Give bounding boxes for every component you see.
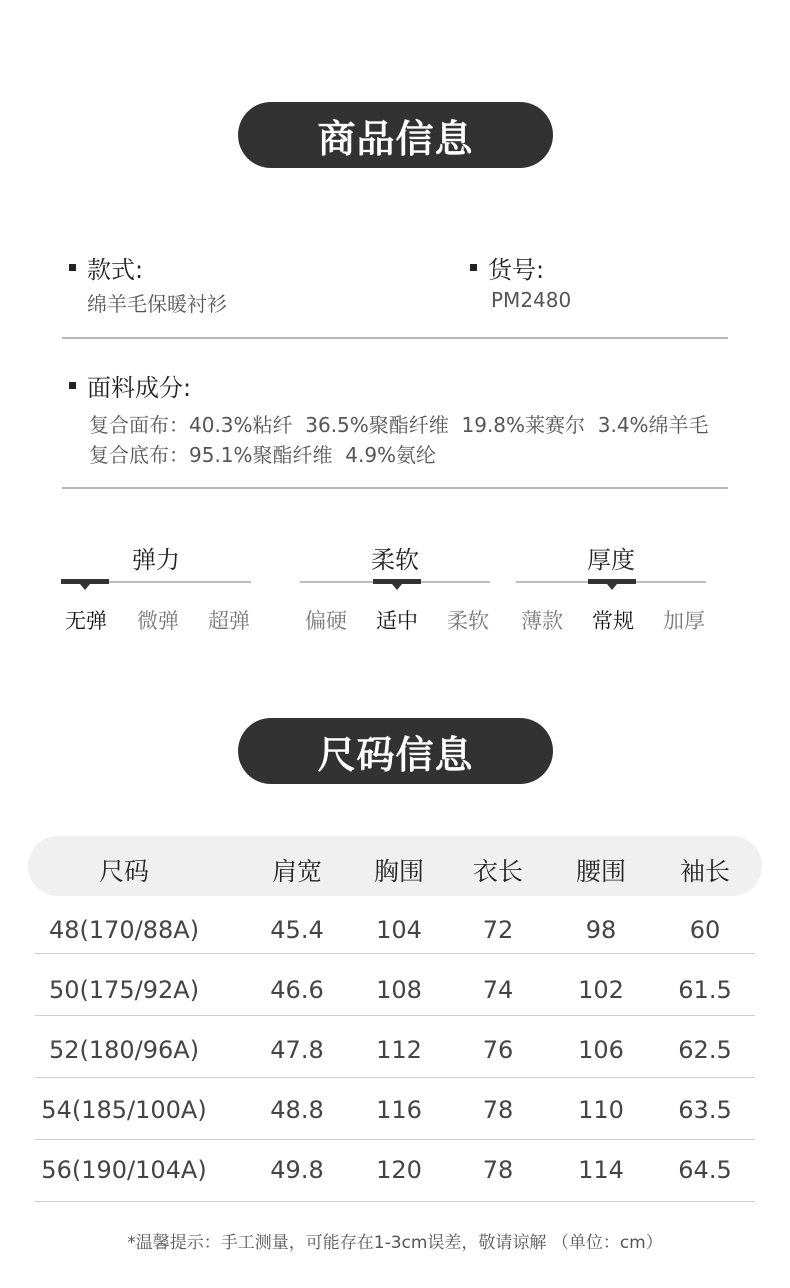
softness-meter [300,535,490,645]
meter-option: 微弹 [137,609,179,633]
thickness-meter [516,535,706,645]
table-cell: 108 [376,976,422,1004]
table-cell: 48.8 [270,1096,324,1124]
table-cell: 46.6 [270,976,324,1004]
table-cell: 54(185/100A) [41,1096,207,1124]
fabric-label-text: 面料成分: [87,374,192,402]
measurement-note: *温馨提示：手工测量，可能存在1-3cm误差，敬请谅解 （单位：cm） [127,1233,663,1253]
table-cell: 62.5 [678,1036,732,1064]
table-header-cell: 衣长 [472,857,523,886]
product-info-title: 商品信息 [238,102,553,168]
table-header-cell: 袖长 [679,857,730,886]
row-divider [35,1139,755,1140]
fabric-label [69,368,191,403]
table-cell: 60 [689,916,721,944]
style-label [69,250,143,285]
meter-option: 偏硬 [305,609,347,633]
table-cell: 98 [585,916,617,944]
table-cell: 116 [376,1096,422,1124]
meter-indicator [588,579,636,584]
sku-value: PM2480 [491,288,572,312]
meter-option: 常规 [592,609,634,633]
meter-title: 厚度 [587,546,635,574]
bullet-icon [69,264,76,271]
bullet-icon [69,382,76,389]
fabric-line-2: 复合底布：95.1%聚酯纤维 4.9%氨纶 [89,443,437,467]
table-header-cell: 肩宽 [271,857,322,886]
row-divider [35,1077,755,1078]
table-cell: 76 [482,1036,514,1064]
table-cell: 64.5 [678,1156,732,1184]
table-cell: 78 [482,1096,514,1124]
table-cell: 78 [482,1156,514,1184]
table-cell: 61.5 [678,976,732,1004]
meter-option: 薄款 [521,609,563,633]
bullet-icon [470,264,477,271]
row-divider [35,953,755,954]
table-cell: 49.8 [270,1156,324,1184]
divider [62,487,728,489]
elasticity-meter [61,535,251,645]
table-cell: 47.8 [270,1036,324,1064]
style-label-text: 款式: [87,256,144,284]
meter-option: 适中 [376,609,418,633]
meter-indicator [61,579,109,584]
meter-option: 无弹 [65,609,107,633]
table-cell: 63.5 [678,1096,732,1124]
table-cell: 110 [578,1096,624,1124]
table-cell: 102 [578,976,624,1004]
table-cell: 50(175/92A) [48,976,200,1004]
table-cell: 72 [482,916,514,944]
table-cell: 120 [376,1156,422,1184]
meter-indicator [373,579,421,584]
sku-label [470,250,544,285]
meter-option: 超弹 [208,609,250,633]
table-header-cell: 尺码 [98,857,149,886]
table-cell: 112 [376,1036,422,1064]
row-divider [35,1201,755,1202]
table-header-cell: 腰围 [575,857,626,886]
meter-title: 弹力 [132,546,180,574]
table-cell: 104 [376,916,422,944]
table-cell: 52(180/96A) [48,1036,200,1064]
divider [62,337,728,339]
table-cell: 56(190/104A) [41,1156,207,1184]
meter-option: 加厚 [663,609,705,633]
style-value: 绵羊毛保暖衬衫 [87,292,227,316]
sku-label-text: 货号: [488,256,545,284]
table-cell: 45.4 [270,916,324,944]
size-info-title: 尺码信息 [238,718,553,784]
fabric-line-1: 复合面布：40.3%粘纤 36.5%聚酯纤维 19.8%莱赛尔 3.4%绵羊毛 [89,413,709,437]
row-divider [35,1015,755,1016]
table-header-cell: 胸围 [373,857,424,886]
meter-title: 柔软 [371,546,419,574]
table-cell: 114 [578,1156,624,1184]
table-cell: 74 [482,976,514,1004]
table-cell: 48(170/88A) [48,916,200,944]
meter-option: 柔软 [447,609,489,633]
table-cell: 106 [578,1036,624,1064]
